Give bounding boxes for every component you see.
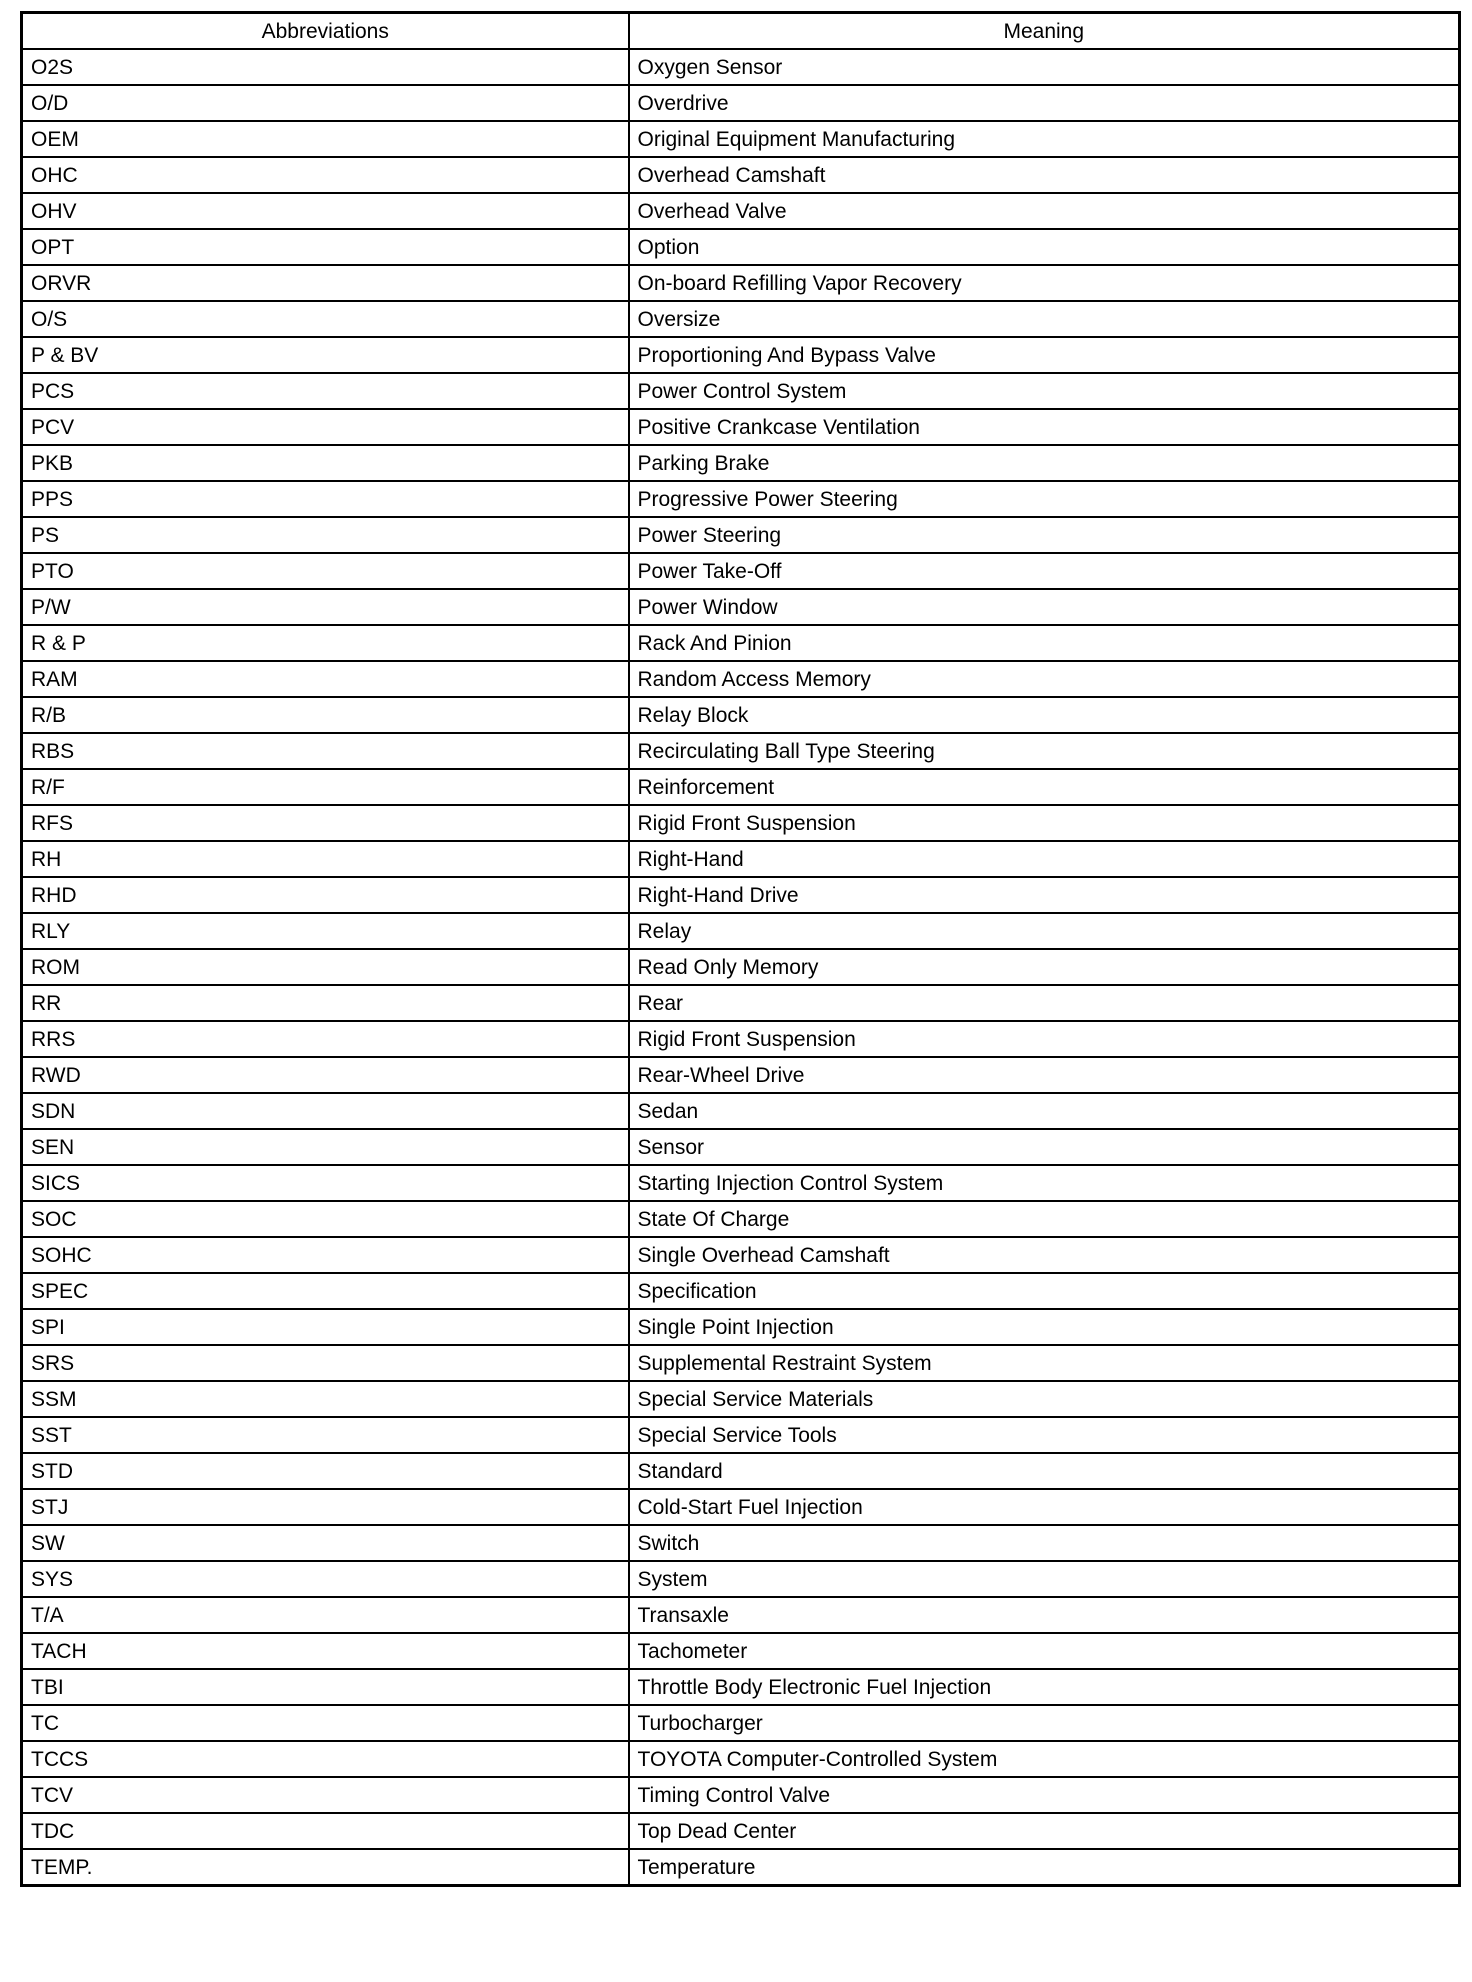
table-row [22, 553, 1460, 589]
abbreviation-cell: SICS [22, 1165, 629, 1201]
meaning-cell: Transaxle [629, 1597, 1460, 1633]
abbreviation-cell: STJ [22, 1489, 629, 1525]
table-row [22, 697, 1460, 733]
meaning-cell: Proportioning And Bypass Valve [629, 337, 1460, 373]
abbreviation-cell: R & P [22, 625, 629, 661]
abbreviation-cell: RH [22, 841, 629, 877]
abbreviation-cell: SOHC [22, 1237, 629, 1273]
table-row [22, 1669, 1460, 1705]
meaning-cell: Sedan [629, 1093, 1460, 1129]
meaning-cell: On-board Refilling Vapor Recovery [629, 265, 1460, 301]
table-row [22, 49, 1460, 85]
abbreviation-cell: T/A [22, 1597, 629, 1633]
abbreviations-column-header: Abbreviations [22, 13, 629, 50]
abbreviation-cell: RRS [22, 1021, 629, 1057]
meaning-cell: Relay [629, 913, 1460, 949]
meaning-cell: State Of Charge [629, 1201, 1460, 1237]
table-row [22, 877, 1460, 913]
table-row [22, 1237, 1460, 1273]
table-row [22, 1201, 1460, 1237]
table-row [22, 157, 1460, 193]
meaning-cell: Cold-Start Fuel Injection [629, 1489, 1460, 1525]
abbreviation-cell: PKB [22, 445, 629, 481]
meaning-cell: Right-Hand [629, 841, 1460, 877]
abbreviation-cell: R/B [22, 697, 629, 733]
table-row [22, 1453, 1460, 1489]
meaning-cell: Turbocharger [629, 1705, 1460, 1741]
abbreviation-cell: ROM [22, 949, 629, 985]
meaning-cell: TOYOTA Computer-Controlled System [629, 1741, 1460, 1777]
table-row [22, 913, 1460, 949]
table-row [22, 1417, 1460, 1453]
meaning-cell: Standard [629, 1453, 1460, 1489]
table-row [22, 1849, 1460, 1886]
abbreviation-cell: RHD [22, 877, 629, 913]
table-row [22, 85, 1460, 121]
meaning-cell: Right-Hand Drive [629, 877, 1460, 913]
abbreviations-table [20, 11, 1461, 1887]
abbreviation-cell: PCS [22, 373, 629, 409]
abbreviation-cell: R/F [22, 769, 629, 805]
meaning-cell: System [629, 1561, 1460, 1597]
meaning-cell: Top Dead Center [629, 1813, 1460, 1849]
meaning-cell: Progressive Power Steering [629, 481, 1460, 517]
table-row [22, 985, 1460, 1021]
abbreviation-cell: SOC [22, 1201, 629, 1237]
meaning-cell: Parking Brake [629, 445, 1460, 481]
abbreviation-cell: OHV [22, 193, 629, 229]
meaning-cell: Oversize [629, 301, 1460, 337]
abbreviation-cell: SSM [22, 1381, 629, 1417]
meaning-cell: Rear-Wheel Drive [629, 1057, 1460, 1093]
meaning-cell: Rear [629, 985, 1460, 1021]
abbreviation-cell: RWD [22, 1057, 629, 1093]
abbreviation-cell: RLY [22, 913, 629, 949]
meaning-cell: Single Overhead Camshaft [629, 1237, 1460, 1273]
table-row [22, 517, 1460, 553]
table-row [22, 193, 1460, 229]
abbreviation-cell: PS [22, 517, 629, 553]
meaning-cell: Rack And Pinion [629, 625, 1460, 661]
abbreviation-cell: OHC [22, 157, 629, 193]
meaning-cell: Positive Crankcase Ventilation [629, 409, 1460, 445]
abbreviation-cell: OEM [22, 121, 629, 157]
table-row [22, 1309, 1460, 1345]
table-row [22, 661, 1460, 697]
meaning-cell: Power Take-Off [629, 553, 1460, 589]
abbreviation-cell: OPT [22, 229, 629, 265]
table-row [22, 1273, 1460, 1309]
table-row [22, 373, 1460, 409]
table-row [22, 625, 1460, 661]
table-row [22, 805, 1460, 841]
abbreviation-cell: TCCS [22, 1741, 629, 1777]
table-row [22, 1525, 1460, 1561]
meaning-cell: Starting Injection Control System [629, 1165, 1460, 1201]
meaning-cell: Sensor [629, 1129, 1460, 1165]
table-row [22, 1705, 1460, 1741]
table-row [22, 301, 1460, 337]
meaning-cell: Reinforcement [629, 769, 1460, 805]
abbreviation-cell: SW [22, 1525, 629, 1561]
abbreviation-cell: TCV [22, 1777, 629, 1813]
abbreviation-cell: PPS [22, 481, 629, 517]
table-row [22, 1381, 1460, 1417]
abbreviation-cell: SPI [22, 1309, 629, 1345]
table-row [22, 265, 1460, 301]
meaning-cell: Special Service Tools [629, 1417, 1460, 1453]
table-row [22, 481, 1460, 517]
meaning-cell: Relay Block [629, 697, 1460, 733]
table-row [22, 733, 1460, 769]
meaning-cell: Overhead Valve [629, 193, 1460, 229]
table-row [22, 1129, 1460, 1165]
abbreviation-cell: PCV [22, 409, 629, 445]
table-row [22, 949, 1460, 985]
table-row [22, 1165, 1460, 1201]
abbreviation-cell: RFS [22, 805, 629, 841]
meaning-cell: Tachometer [629, 1633, 1460, 1669]
table-row [22, 1561, 1460, 1597]
abbreviation-cell: P/W [22, 589, 629, 625]
abbreviation-cell: SEN [22, 1129, 629, 1165]
abbreviation-cell: SYS [22, 1561, 629, 1597]
meaning-cell: Temperature [629, 1849, 1460, 1886]
meaning-cell: Overhead Camshaft [629, 157, 1460, 193]
abbreviation-cell: P & BV [22, 337, 629, 373]
meaning-cell: Power Steering [629, 517, 1460, 553]
meaning-cell: Rigid Front Suspension [629, 805, 1460, 841]
abbreviation-cell: SST [22, 1417, 629, 1453]
abbreviation-cell: ORVR [22, 265, 629, 301]
table-header-row [22, 13, 1460, 50]
meaning-column-header: Meaning [629, 13, 1460, 50]
table-row [22, 1489, 1460, 1525]
meaning-cell: Single Point Injection [629, 1309, 1460, 1345]
meaning-cell: Throttle Body Electronic Fuel Injection [629, 1669, 1460, 1705]
abbreviation-cell: STD [22, 1453, 629, 1489]
table-row [22, 769, 1460, 805]
meaning-cell: Special Service Materials [629, 1381, 1460, 1417]
table-row [22, 121, 1460, 157]
table-row [22, 337, 1460, 373]
abbreviation-cell: RBS [22, 733, 629, 769]
abbreviation-cell: O/S [22, 301, 629, 337]
table-row [22, 1597, 1460, 1633]
table-row [22, 1057, 1460, 1093]
abbreviation-cell: O2S [22, 49, 629, 85]
table-body [22, 49, 1460, 1886]
abbreviation-cell: RR [22, 985, 629, 1021]
table-row [22, 1021, 1460, 1057]
abbreviation-cell: SPEC [22, 1273, 629, 1309]
meaning-cell: Rigid Front Suspension [629, 1021, 1460, 1057]
meaning-cell: Oxygen Sensor [629, 49, 1460, 85]
meaning-cell: Power Control System [629, 373, 1460, 409]
meaning-cell: Supplemental Restraint System [629, 1345, 1460, 1381]
abbreviation-cell: TACH [22, 1633, 629, 1669]
table-row [22, 1633, 1460, 1669]
abbreviation-cell: TC [22, 1705, 629, 1741]
table-row [22, 229, 1460, 265]
abbreviation-cell: TEMP. [22, 1849, 629, 1886]
abbreviation-cell: SRS [22, 1345, 629, 1381]
table-row [22, 589, 1460, 625]
abbreviation-cell: O/D [22, 85, 629, 121]
meaning-cell: Power Window [629, 589, 1460, 625]
abbreviation-cell: RAM [22, 661, 629, 697]
table-row [22, 1345, 1460, 1381]
table-row [22, 409, 1460, 445]
meaning-cell: Original Equipment Manufacturing [629, 121, 1460, 157]
table-row [22, 445, 1460, 481]
abbreviation-cell: PTO [22, 553, 629, 589]
meaning-cell: Timing Control Valve [629, 1777, 1460, 1813]
table-row [22, 1813, 1460, 1849]
table-row [22, 1777, 1460, 1813]
meaning-cell: Random Access Memory [629, 661, 1460, 697]
meaning-cell: Option [629, 229, 1460, 265]
table-row [22, 841, 1460, 877]
meaning-cell: Switch [629, 1525, 1460, 1561]
meaning-cell: Read Only Memory [629, 949, 1460, 985]
table-row [22, 1741, 1460, 1777]
meaning-cell: Specification [629, 1273, 1460, 1309]
meaning-cell: Overdrive [629, 85, 1460, 121]
abbreviation-cell: TBI [22, 1669, 629, 1705]
meaning-cell: Recirculating Ball Type Steering [629, 733, 1460, 769]
abbreviation-cell: TDC [22, 1813, 629, 1849]
table-row [22, 1093, 1460, 1129]
abbreviation-cell: SDN [22, 1093, 629, 1129]
